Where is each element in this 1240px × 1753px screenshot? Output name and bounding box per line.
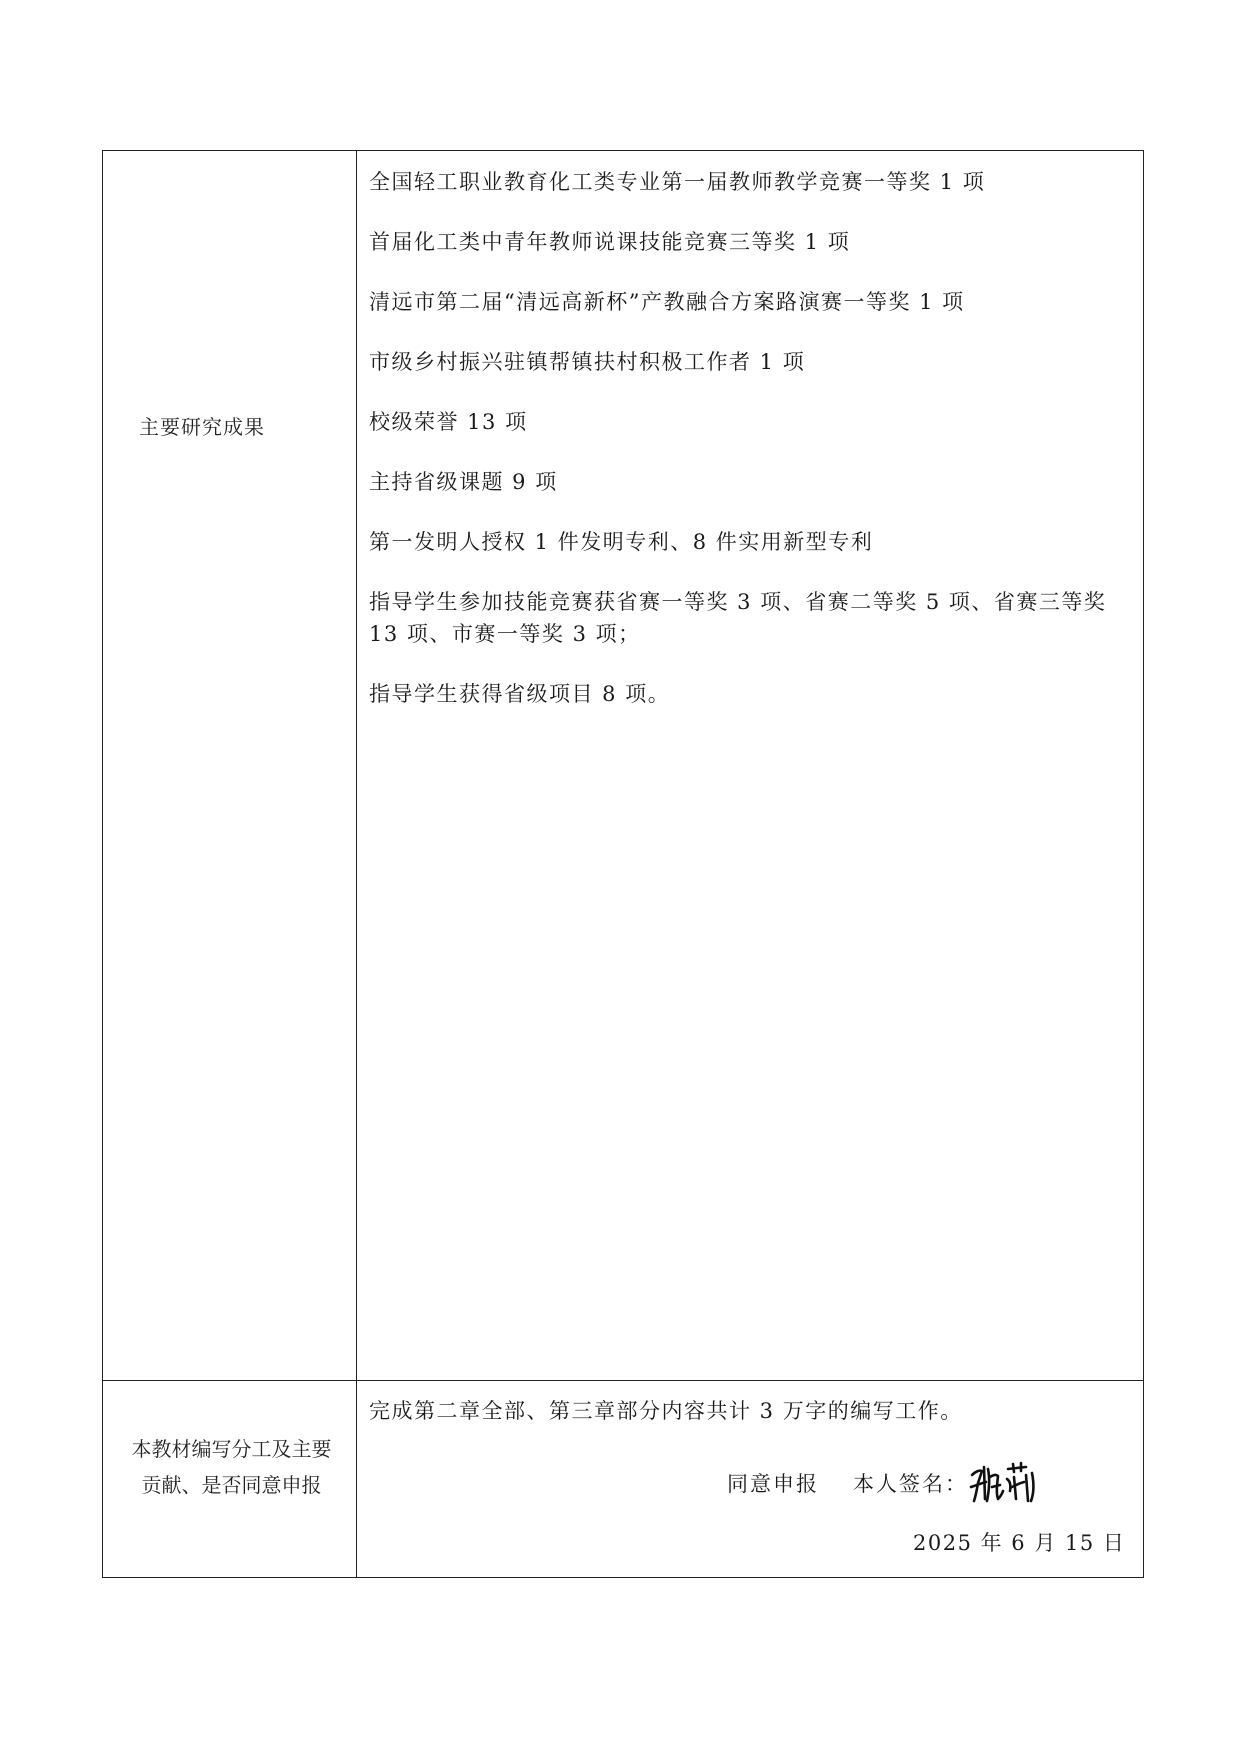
achievement-item: 清远市第二届“清远高新杯”产教融合方案路演赛一等奖 1 项 <box>369 290 965 314</box>
handwritten-signature <box>968 1461 1038 1505</box>
achievements-row <box>103 151 1143 1381</box>
achievement-item: 全国轻工职业教育化工类专业第一届教师教学竞赛一等奖 1 项 <box>369 170 986 194</box>
achievement-list <box>369 166 1143 738</box>
achievements-label-cell <box>103 151 357 1380</box>
achievement-item: 第一发明人授权 1 件发明专利、8 件实用新型专利 <box>369 530 874 554</box>
achievements-content-cell <box>357 151 1143 1380</box>
achievement-item: 首届化工类中青年教师说课技能竞赛三等奖 1 项 <box>369 230 851 254</box>
application-form-table <box>102 150 1144 1578</box>
agree-line <box>727 1461 1038 1505</box>
agree-text: 同意申报 <box>727 1472 819 1496</box>
achievement-item: 校级荣誉 13 项 <box>369 410 528 434</box>
achievement-item: 指导学生参加技能竞赛获省赛一等奖 3 项、省赛二等奖 5 项、省赛三等奖 13 项、市赛一等奖 3 项； <box>369 590 1107 646</box>
contribution-label: 本教材编写分工及主要贡献、是否同意申报 <box>131 1437 332 1497</box>
achievement-item: 指导学生获得省级项目 8 项。 <box>369 682 671 706</box>
contribution-label-cell <box>103 1381 357 1577</box>
contribution-text: 完成第二章全部、第三章部分内容共计 3 万字的编写工作。 <box>369 1399 963 1423</box>
contribution-content-cell <box>357 1381 1143 1577</box>
achievement-item: 市级乡村振兴驻镇帮镇扶村积极工作者 1 项 <box>369 350 806 374</box>
signature-date: 2025 年 6 月 15 日 <box>913 1531 1126 1555</box>
contribution-row <box>103 1381 1143 1577</box>
achievements-label: 主要研究成果 <box>139 415 265 439</box>
achievement-item: 主持省级课题 9 项 <box>369 470 558 494</box>
signature-label: 本人签名： <box>853 1472 968 1496</box>
